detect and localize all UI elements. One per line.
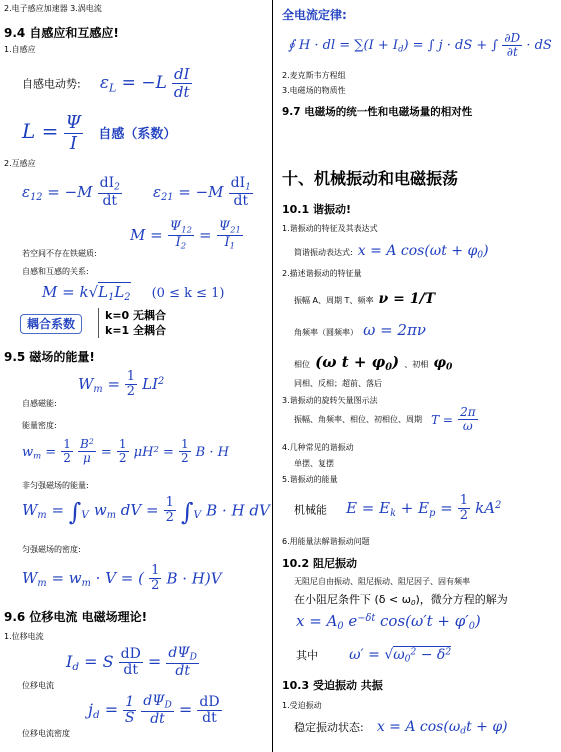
section-9-6-title: 9.6 位移电流 电磁场理论! bbox=[4, 610, 148, 624]
top-line: 2.电子感应加速器 3.涡电流 bbox=[4, 4, 102, 13]
small-damping-line: 在小阻尼条件下 $(\delta < \omega_0)$，微分方程的解为 bbox=[294, 593, 508, 608]
displacement-current-label: 位移电流 bbox=[22, 681, 54, 690]
section-10-2-title: 10.2 阻尼振动 bbox=[282, 557, 357, 570]
angular-frequency-line: 角频率（圆频率） ω = 2πν bbox=[294, 321, 426, 339]
coupling-coefficient-box: 耦合系数 bbox=[20, 313, 82, 332]
material-item: 3.电磁场的物质性 bbox=[282, 86, 346, 95]
section-10-1-title: 10.1 谐振动! bbox=[282, 203, 351, 216]
phase-line: 相位 (ω $t + \varphi_0$) 、初相 $\varphi_0$ bbox=[294, 353, 453, 373]
mutual-induction-item: 2.互感应 bbox=[4, 159, 36, 168]
nonuniform-label: 非匀强磁场的能量: bbox=[22, 481, 89, 490]
ampere-maxwell-formula: ∮ H · dl = $\sum(I + I_d)$ = ∫ j · dS + ∫ $\frac{\partial D}{\partial t}$ · dS bbox=[288, 31, 552, 60]
damped-frequency-formula: 其中 $\omega' = √\omega_0^2 - \delta^2$ bbox=[296, 647, 452, 665]
relation-note: 自感和互感的关系: bbox=[22, 267, 89, 276]
energy-density-label: 能量密度: bbox=[22, 421, 57, 430]
shm-energy-item: 5.谐振动的能量 bbox=[282, 475, 338, 484]
uniform-formula: $W_m = w_m \cdot V$ = ( $\frac{1}{2}$ B · H)V bbox=[22, 563, 222, 594]
section-9-5-title: 9.5 磁场的能量! bbox=[4, 350, 95, 364]
chapter-10-title: 十、机械振动和电磁振荡 bbox=[282, 169, 459, 188]
pendulum-line: 单摆、复摆 bbox=[294, 459, 334, 468]
coupling-formula: $M = k√L_1L_2$ (0 ≤ k ≤ 1) bbox=[42, 283, 225, 303]
forced-vibration-item: 1.受迫振动 bbox=[282, 701, 322, 710]
coupling-cases: k=0 无耦合 k=1 全耦合 bbox=[98, 308, 166, 338]
amplitude-period-line: 振幅 A、周期 T、频率 ν = 1/T bbox=[294, 291, 436, 307]
shm-feature-item: 1.谐振动的特征及其表达式 bbox=[282, 224, 378, 233]
displacement-density-formula: $j_d$ = $\frac{1}{S}$ $\frac{d\Psi_D}{dt}$ = $\frac{dD}{dt}$ bbox=[88, 693, 220, 727]
right-column bbox=[276, 0, 561, 752]
inductance-formula: L = $\frac{\Psi}{I}$ 自感（系数） bbox=[22, 112, 177, 154]
steady-state-formula: 稳定振动状态: x = A $\cos(\omega_dt + \varphi)$ bbox=[294, 719, 508, 737]
mechanical-energy-formula: 机械能 $E = E_k + E_p$ = $\frac{1}{2}$ $kA^2$ bbox=[294, 493, 502, 524]
nonuniform-formula: $W_m = \int_V$ $w_m$ dV = $\frac{1}{2}$ $\int_V$ B · H dV bbox=[22, 495, 270, 527]
shm-quantities-item: 2.描述谐振动的特征量 bbox=[282, 269, 362, 278]
section-9-7-title: 9.7 电磁场的统一性和电磁场量的相对性 bbox=[282, 106, 473, 118]
displacement-current-item: 1.位移电流 bbox=[4, 632, 44, 641]
full-current-law-title: 全电流定律: bbox=[282, 8, 347, 22]
self-energy-label: 自感磁能: bbox=[22, 399, 57, 408]
uniform-label: 匀强磁场的密度: bbox=[22, 545, 81, 554]
damping-terms-line: 无阻尼自由振动、阻尼振动、阻尼因子、固有频率 bbox=[294, 577, 470, 586]
mutual-inductance-formula: M = $\frac{\Psi_{12}}{I_2}$ = $\frac{\Psi_{21}}{I_1}$ bbox=[130, 219, 241, 251]
rotating-vector-line: 振幅、角频率、相位、初相位、周期 T = $\frac{2\pi}{\omega}$ bbox=[294, 405, 476, 434]
common-shm-item: 4.几种常见的谐振动 bbox=[282, 443, 354, 452]
self-induction-item: 1.自感应 bbox=[4, 45, 36, 54]
magnetic-energy-formula: $W_m$ = $\frac{1}{2}$ $LI^2$ bbox=[78, 369, 165, 400]
column-divider bbox=[272, 0, 273, 752]
section-9-4-title: 9.4 自感应和互感应! bbox=[4, 26, 119, 40]
displacement-current-formula: $I_d = S$ $\frac{dD}{dt}$ = $\frac{d\Psi_D}{dt}$ bbox=[66, 645, 197, 679]
displacement-density-label: 位移电流密度 bbox=[22, 729, 70, 738]
no-iron-note: 若空间不存在铁磁质: bbox=[22, 249, 97, 258]
mutual-emf-formula: $\varepsilon_{12} = -M$ $\frac{dI_2}{dt}$ $\varepsilon_{21} = -M$ $\frac{dI_1}{dt}$ bbox=[22, 175, 251, 209]
energy-density-formula: $w_m$ = $\frac{1}{2}$ $\frac{B^2}{\mu}$ = $\frac{1}{2}$ $\mu H^2$ = $\frac{1}{2}$ B · H bbox=[22, 437, 229, 466]
left-column bbox=[0, 0, 272, 752]
phase-relation-line: 同相、反相；超前、落后 bbox=[294, 379, 382, 388]
energy-method-item: 6.用能量法解谐振动问题 bbox=[282, 537, 370, 546]
shm-expression: 简谐振动表达式: x = A $\cos(\omega t + \varphi_0)$ bbox=[294, 243, 489, 261]
rotating-vector-item: 3.谐振动的旋转矢量图示法 bbox=[282, 396, 378, 405]
maxwell-item: 2.麦克斯韦方程组 bbox=[282, 71, 346, 80]
section-10-3-title: 10.3 受迫振动 共振 bbox=[282, 679, 383, 692]
self-emf-formula: 自感电动势: $\varepsilon_L = -L$ $\frac{dI}{dt}$ bbox=[22, 65, 190, 101]
damped-solution-formula: $x = A_0$ $e^{-\delta t}$ $\cos(\omega't + \varphi'_0)$ bbox=[296, 612, 481, 632]
